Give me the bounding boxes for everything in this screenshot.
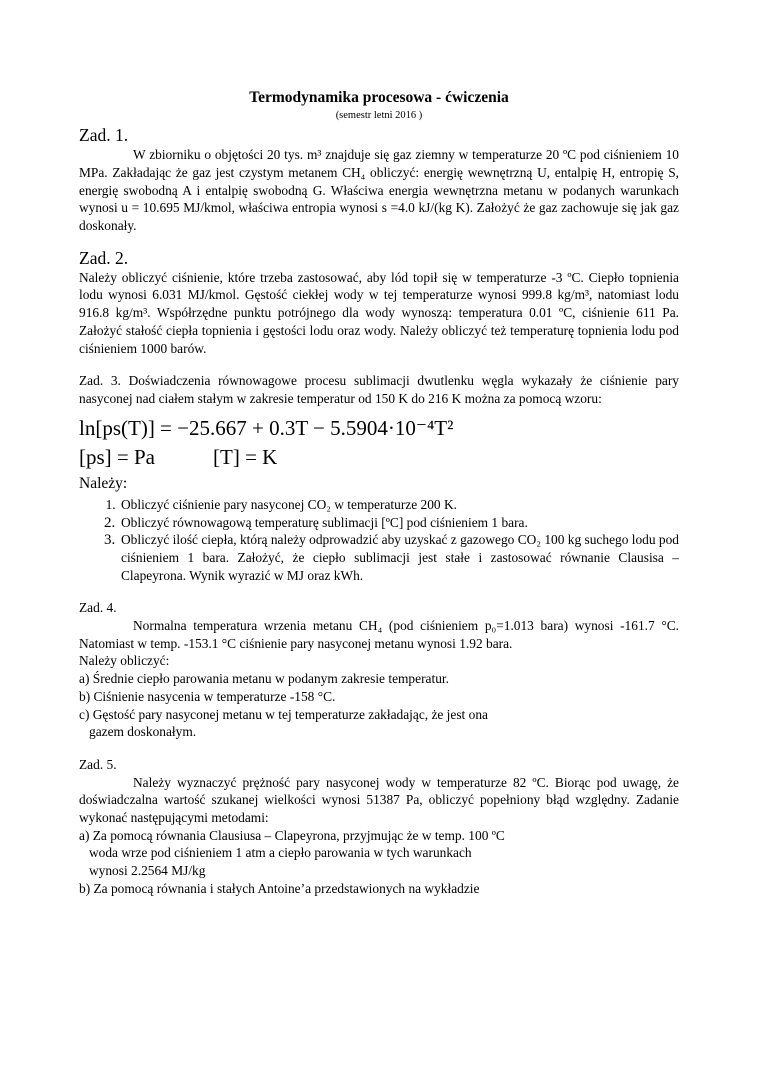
formula-main: ln[ps(T)] = −25.667 + 0.3T − 5.5904·10⁻⁴T² (79, 415, 454, 440)
zad5-item-a: a) Za pomocą równania Clausiusa – Clapeyrona, przyjmując że w temp. 100 ºC (79, 827, 505, 843)
zad4-item-c-cont: gazem doskonałym. (89, 724, 197, 740)
spacer (79, 584, 679, 599)
zad5-item-a-cont: woda wrze pod ciśnieniem 1 atm a ciepło parowania w tych warunkach (89, 845, 472, 861)
document-content (79, 88, 679, 897)
spacer (79, 741, 679, 756)
list-item: 3. Obliczyć ilość ciepła, którą należy odprowadzić aby uzyskać z gazowego CO₂ 100 kg suchego lodu pod ciśnieniem 1 bara. Założyć, że ciepło sublimacji jest stałe i zastosować równanie Clausisa – Clapeyrona. Wynik wyrazić w MJ oraz kWh. (119, 531, 679, 584)
document-page (0, 88, 768, 1082)
zad5-item-a-cont2: wynosi 2.2564 MJ/kg (89, 863, 206, 879)
zad4-nalezy: Należy obliczyć: (79, 653, 170, 669)
zad2-text: Należy obliczyć ciśnienie, które trzeba zastosować, aby lód topił się w temperaturze -3 ºC. Ciepło topnienia lodu wynosi 6.031 MJ/kmol. Gęstość ciekłej wody w tej temperaturze wynosi 999.8 kg/m³, natomiast lodu 916.8 kg/m³. Współrzędne punktu potrójnego dla wody wynoszą: temperatura 0.01 ºC, ciśnienie 611 Pa. Założyć stałość ciepła topnienia i gęstości lodu oraz wody. Należy obliczyć też temperaturę topnienia lodu pod ciśnieniem 1000 barów. (79, 269, 679, 356)
zad4-item-a: a) Średnie ciepło parowania metanu w podanym zakresie temperatur. (79, 671, 449, 687)
zad2-heading: Zad. 2. (79, 247, 129, 268)
zad3-nalezy: Należy: (79, 474, 128, 492)
list-item: 2. Obliczyć równowagową temperaturę sublimacji [ºC] pod ciśnieniem 1 bara. (119, 514, 679, 532)
zad1-heading: Zad. 1. (79, 125, 129, 146)
zad5-item-b: b) Za pomocą równania i stałych Antoine’a przedstawionych na wykładzie (79, 880, 480, 896)
zad5-heading: Zad. 5. (79, 756, 117, 772)
formula-unit-p: [ps] = Pa (79, 444, 156, 469)
formula-units (79, 443, 679, 472)
page-subtitle: (semestr letni 2016 ) (335, 110, 423, 122)
zad3-task-list (79, 496, 679, 584)
zad4-text: Normalna temperatura wrzenia metanu CH₄ (pod ciśnieniem p₀=1.013 bara) wynosi -161.7 °C. Natomiast w temp. -153.1 °C ciśnienie pary nasyconej metanu wynosi 1.92 bara. (79, 618, 679, 651)
zad4-heading: Zad. 4. (79, 600, 117, 616)
zad3-text: Zad. 3. Doświadczenia równowagowe procesu sublimacji dwutlenku węgla wykazały że ciśnienie pary nasyconej nad ciałem stałym w zakresie temperatur od 150 K do 216 K można za pomocą wzoru: (79, 373, 679, 406)
spacer (79, 357, 679, 372)
zad4-item-b: b) Ciśnienie nasycenia w temperaturze -158 °C. (79, 688, 336, 704)
formula-unit-t: [T] = K (213, 444, 278, 469)
sublimation-formula (79, 414, 679, 472)
zad4-item-c: c) Gęstość pary nasyconej metanu w tej temperaturze zakładając, że jest ona (79, 706, 488, 722)
zad5-text: Należy wyznaczyć prężność pary nasyconej wody w temperaturze 82 ºC. Biorąc pod uwagę, że doświadczalna wartość szukanej wielkości wynosi 51387 Pa, obliczyć popełniony błąd względny. Zadanie wykonać następującymi metodami: (79, 774, 679, 825)
zad1-text: W zbiorniku o objętości 20 tys. m³ znajduje się gaz ziemny w temperaturze 20 ºC pod ciśnieniem 10 MPa. Zakładając że gaz jest czystym metanem CH₄ obliczyć: energię wewnętrzną U, entalpię H, entropię S, energię swobodną A i entalpię swobodną G. Właściwa energia wewnętrzna metanu w podanych warunkach wynosi u = 10.695 MJ/kmol, właściwa entropia wynosi s =4.0 kJ/(kg K). Założyć że gaz zachowuje się jak gaz doskonały. (79, 147, 679, 234)
list-item: 1. Obliczyć ciśnienie pary nasyconej CO₂ w temperaturze 200 K. (119, 496, 679, 514)
page-title: Termodynamika procesowa - ćwiczenia (249, 89, 509, 106)
